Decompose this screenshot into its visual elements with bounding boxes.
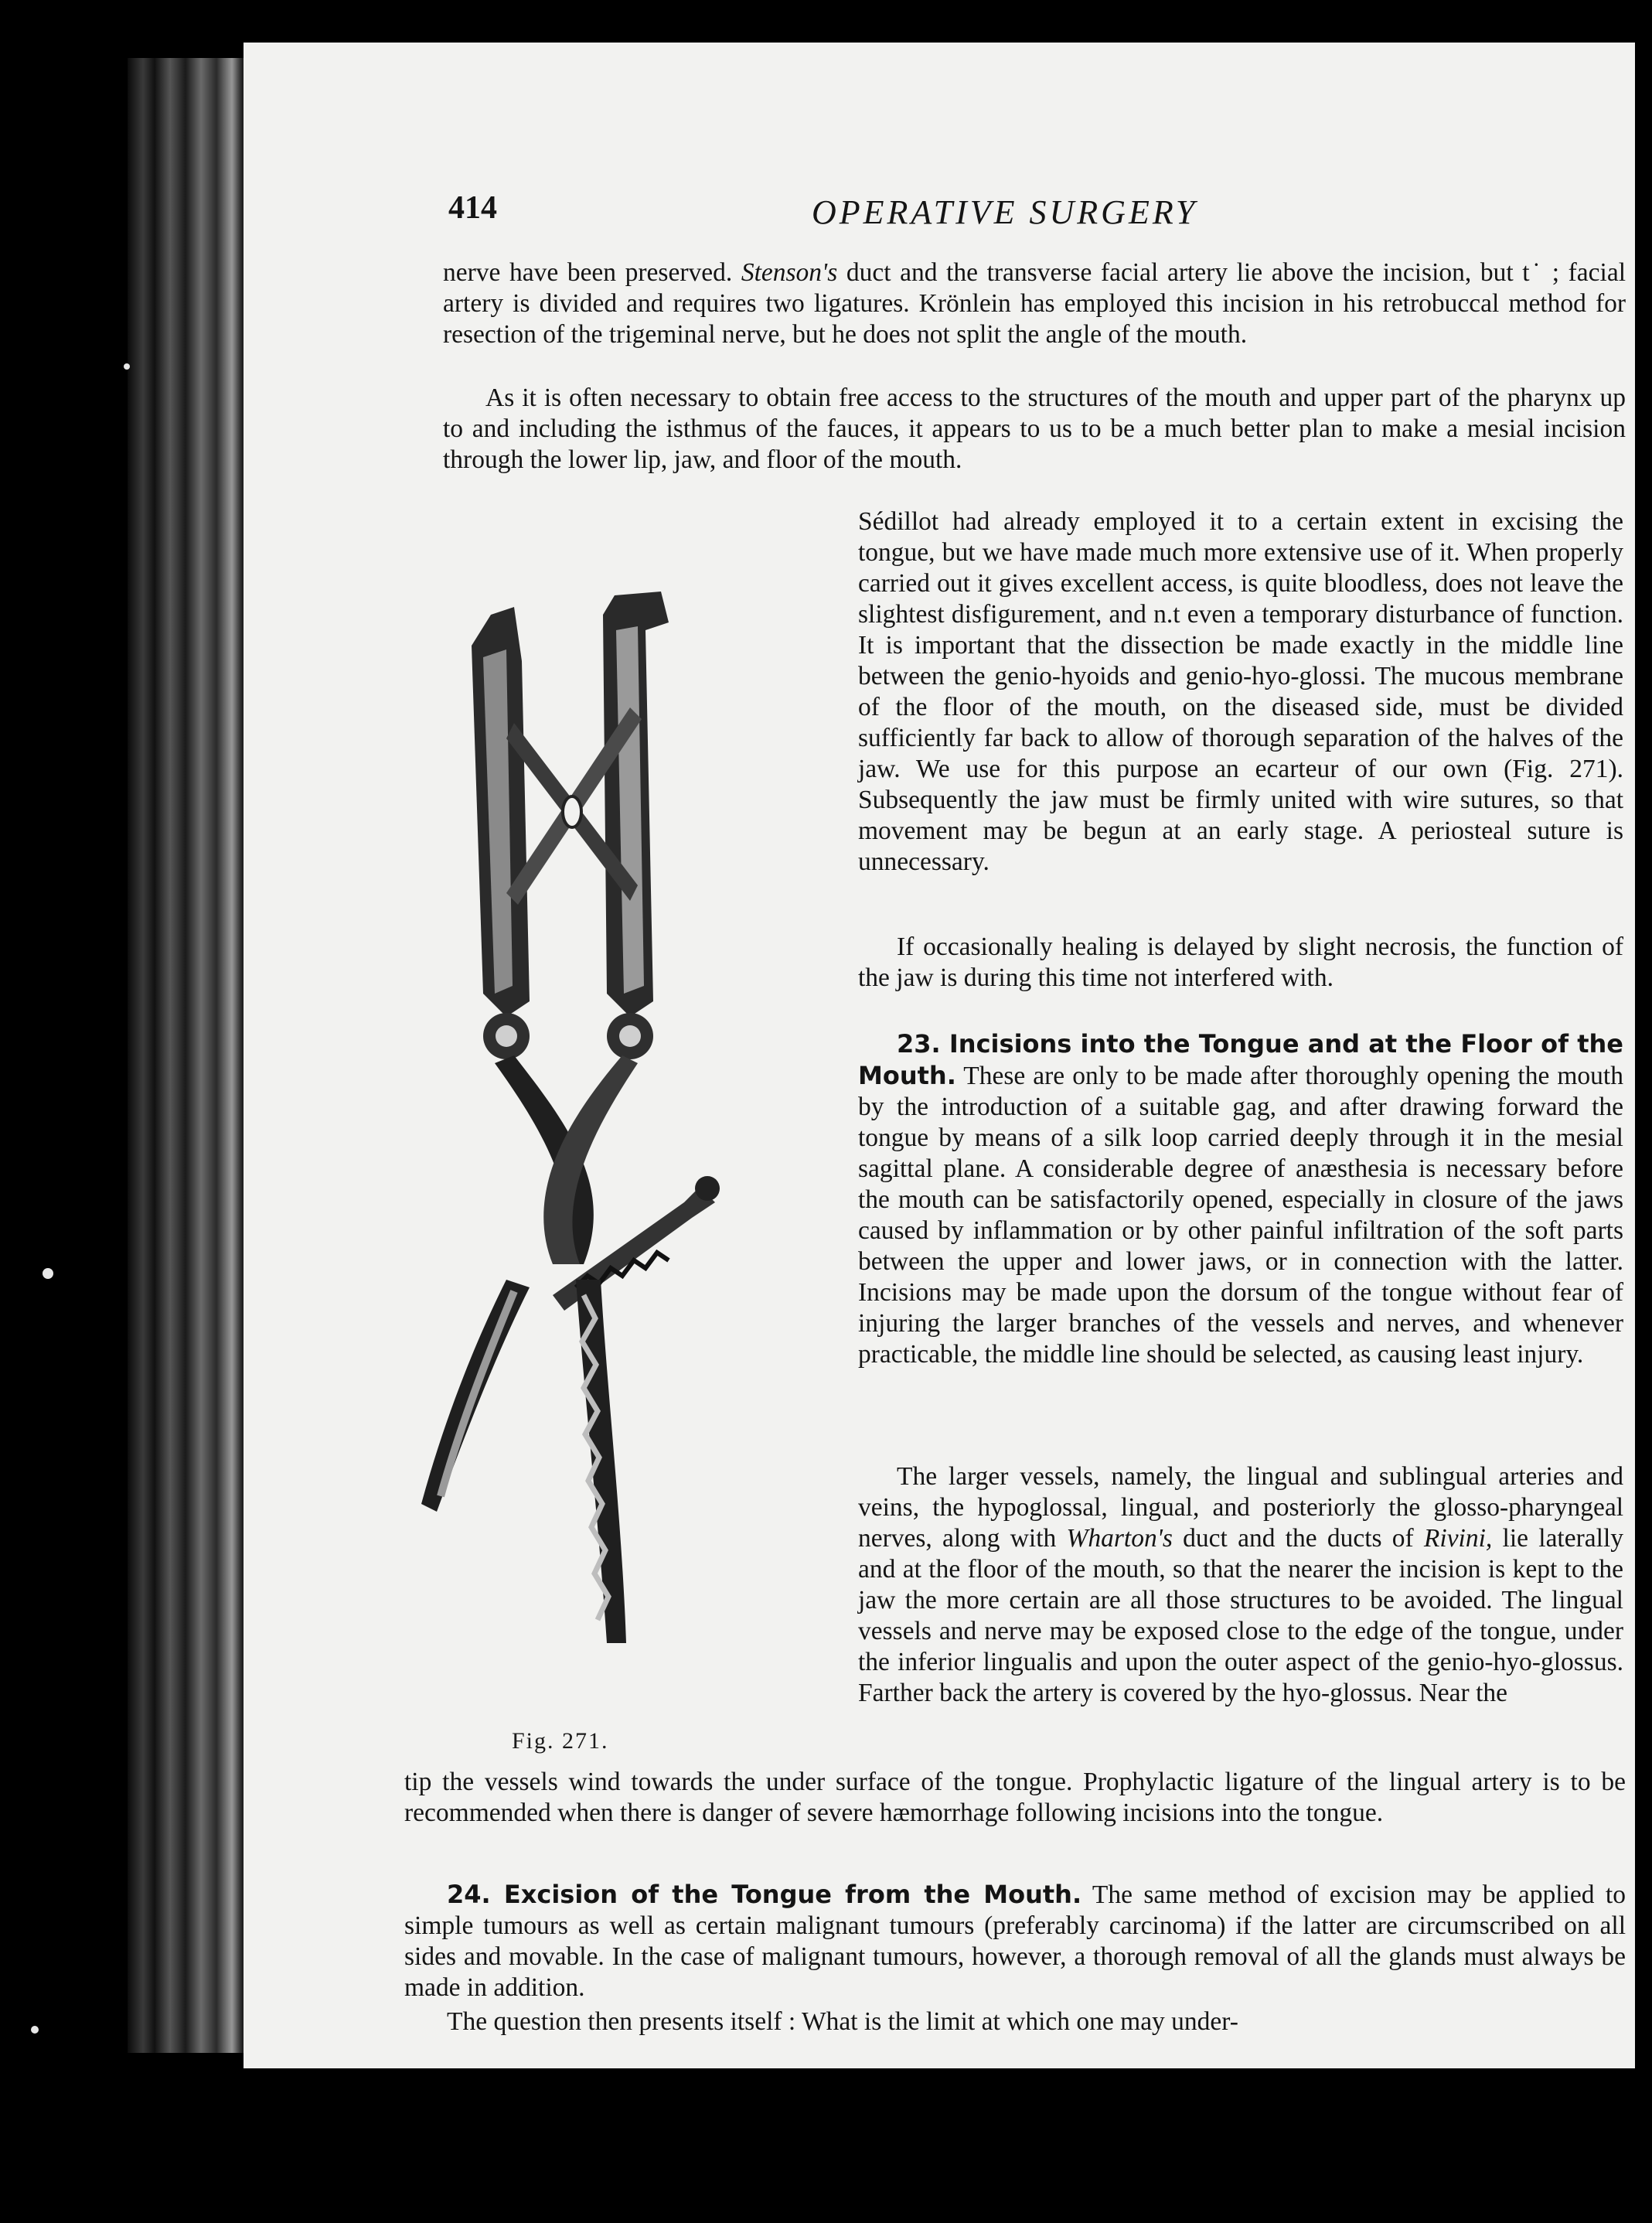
italic-term: Rivini, [1423,1524,1493,1553]
text-span: If occasionally healing is delayed by slight necrosis, the function of the jaw is during this time not interfered with. [858,933,1623,992]
text-span: tip the vessels wind towards the under surface of the tongue. Prophylactic ligature of the lingual artery is to be recommended when there is danger of severe hæmorrhage following incisions into the tongue. [404,1768,1626,1827]
text-span: duct and the transverse facial artery lie above the incision, but t˙ ; facial artery is divided and requires two ligatures. Krönlein has employed this incision in his retrobuccal method for resection of the trigeminal nerve, but he does not split the angle of the mouth. [443,258,1626,349]
text-span: duct and the ducts of [1183,1524,1414,1553]
paragraph-mesial-incision [443,383,1626,476]
text-span: lie laterally and at the floor of the mouth, so that the nearer the incision is kept to the jaw the more certain are all those structures to be avoided. The lingual vessels and nerve may be exposed close to the edge of the tongue, under the inferior lingualis and upon the outer aspect of the genio-hyo-glossus. Farther back the artery is covered by the hyo-glossus. Near the [858,1524,1624,1707]
italic-term: Wharton's [1066,1524,1173,1553]
text-span: The larger vessels, namely, the lingual and sublingual arteries and veins, the hypoglossal, lingual, and posteriorly the glosso-pharyngeal nerves, along with [858,1462,1623,1553]
scan-speck [31,2026,39,2034]
figure-caption: Fig. 271. [512,1728,609,1754]
section-heading-23: 23. Incisions into the Tongue and at the Floor of the Mouth. [858,1029,1623,1090]
section-24 [404,1879,1626,2003]
page-number: 414 [448,190,497,226]
scan-speck [124,363,130,370]
scan-speck [43,1268,53,1279]
italic-term: Stenson's [741,258,838,287]
text-span: Sédillot had already employed it to a certain extent in excising the tongue, but we have made much more extensive use of it. When properly carried out it gives excellent access, is quite bloodless, does not leave the slightest disfigurement, and n.t even a temporary disturbance of function. It is important that the dissection be made exactly in the middle line between the genio-hyoids and genio-hyo-glossi. The mucous membrane of the floor of the mouth, on the diseased side, must be divided sufficiently far back to allow of thorough separation of the halves of the jaw. We use for this purpose an ecarteur of our own (Fig. 271). Subsequently the jaw must be firmly united with wire sutures, so that movement may be begun at an early stage. A periosteal suture is unnecessary. [858,507,1623,876]
jaw-retractor-illustration [398,522,800,1728]
section-heading-24: 24. Excision of the Tongue from the Mouth. [447,1880,1082,1909]
text-span: The same method of excision may be applied to simple tumours as well as certain malignant tumours (preferably carcinoma) if the latter are circumscribed on all sides and movable. In the case of malignant tumours, however, a thorough removal of all the glands must always be made in addition. [404,1880,1626,2002]
text-span: The question then presents itself : What is the limit at which one may under- [447,2007,1238,2036]
paragraph-vessels [858,1461,1623,1709]
text-span: nerve have been preserved. [443,258,733,287]
paragraph-sedillot [858,506,1623,878]
text-span: As it is often necessary to obtain free access to the structures of the mouth and upper part of the pharynx up to and including the isthmus of the fauces, it appears to us to be a much better plan to make a mesial incision through the lower lip, jaw, and floor of the mouth. [443,384,1626,474]
figure-271-ecarteur [398,522,800,1728]
paragraph-healing [858,932,1623,994]
running-header [448,189,1623,244]
paragraph-stenson [443,257,1626,350]
paragraph-question [404,2006,1626,2037]
book-page-edges [128,58,259,2053]
section-23 [858,1028,1623,1370]
book-page [244,43,1635,2068]
paragraph-vessels-cont [404,1767,1626,1829]
text-span: These are only to be made after thoroughly opening the mouth by the introduction of a suitable gag, and after drawing forward the tongue by means of a silk loop carried deeply through it in the mesial sagittal plane. A considerable degree of anæsthesia is necessary before the mouth can be satisfactorily opened, especially in closure of the jaws caused by inflammation or by other painful infiltration of the soft parts between the upper and lower jaws, or in connection with the latter. Incisions may be made upon the dorsum of the tongue without fear of injuring the larger branches of the vessels and nerves, and whenever practicable, the middle line should be selected, as causing least injury. [858,1062,1623,1369]
running-title: OPERATIVE SURGERY [812,193,1198,231]
